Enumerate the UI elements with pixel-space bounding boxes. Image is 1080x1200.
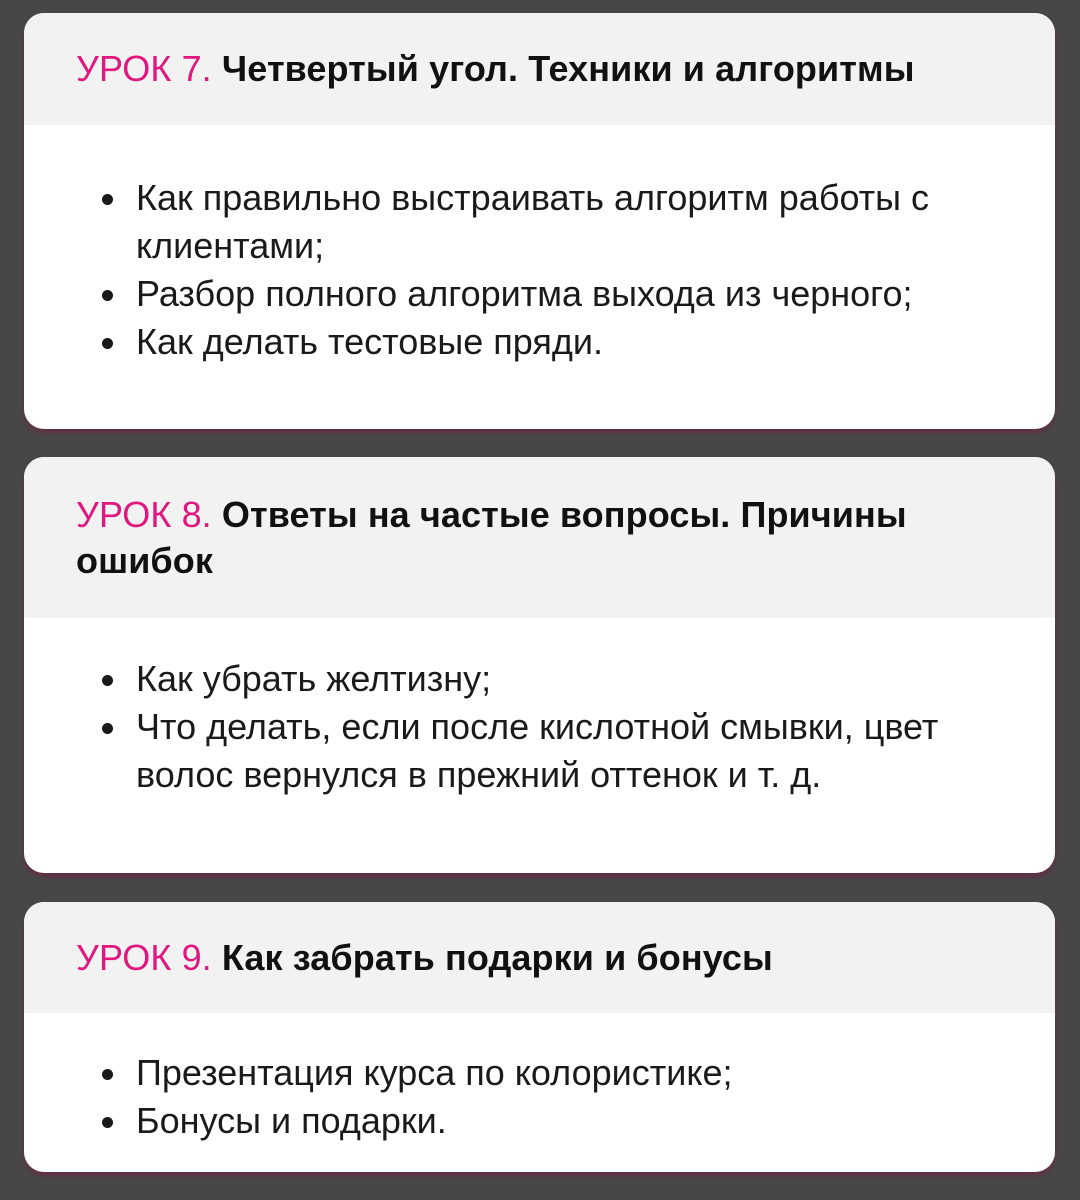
topic-item: Разбор полного алгоритма выхода из черного; [136, 270, 1015, 318]
lesson-number: УРОК 9. [76, 936, 212, 978]
topic-item: Как убрать желтизну; [136, 655, 1015, 703]
topic-item: Как правильно выстраивать алгоритм работы с клиентами; [136, 174, 1015, 270]
lesson-body [24, 125, 1055, 366]
lesson-card-9 [24, 902, 1055, 1172]
topic-item: Презентация курса по колористике; [136, 1049, 1015, 1097]
lesson-card-7 [24, 13, 1055, 429]
lesson-number: УРОК 8. [76, 493, 212, 535]
lesson-number: УРОК 7. [76, 48, 212, 89]
lesson-title-text: Четвертый угол. Техники и алгоритмы [221, 48, 915, 89]
lesson-header [24, 13, 1055, 125]
lesson-title-text: Ответы на частые вопросы. Причины ошибок [76, 493, 907, 581]
lesson-title [76, 46, 915, 92]
lesson-card-8 [24, 457, 1055, 873]
topic-item: Бонусы и подарки. [136, 1097, 1015, 1145]
lesson-body [24, 1013, 1055, 1145]
topic-list [136, 655, 1015, 799]
lesson-header [24, 457, 1055, 618]
lesson-title-text: Как забрать подарки и бонусы [221, 936, 773, 978]
topic-list [136, 1049, 1015, 1145]
lesson-body [24, 618, 1055, 799]
lesson-header [24, 902, 1055, 1013]
topic-list [136, 174, 1015, 366]
lesson-title [76, 492, 1015, 584]
topic-item: Что делать, если после кислотной смывки, цвет волос вернулся в прежний оттенок и т. д. [136, 703, 1015, 799]
topic-item: Как делать тестовые пряди. [136, 318, 1015, 366]
lesson-title [76, 935, 773, 981]
